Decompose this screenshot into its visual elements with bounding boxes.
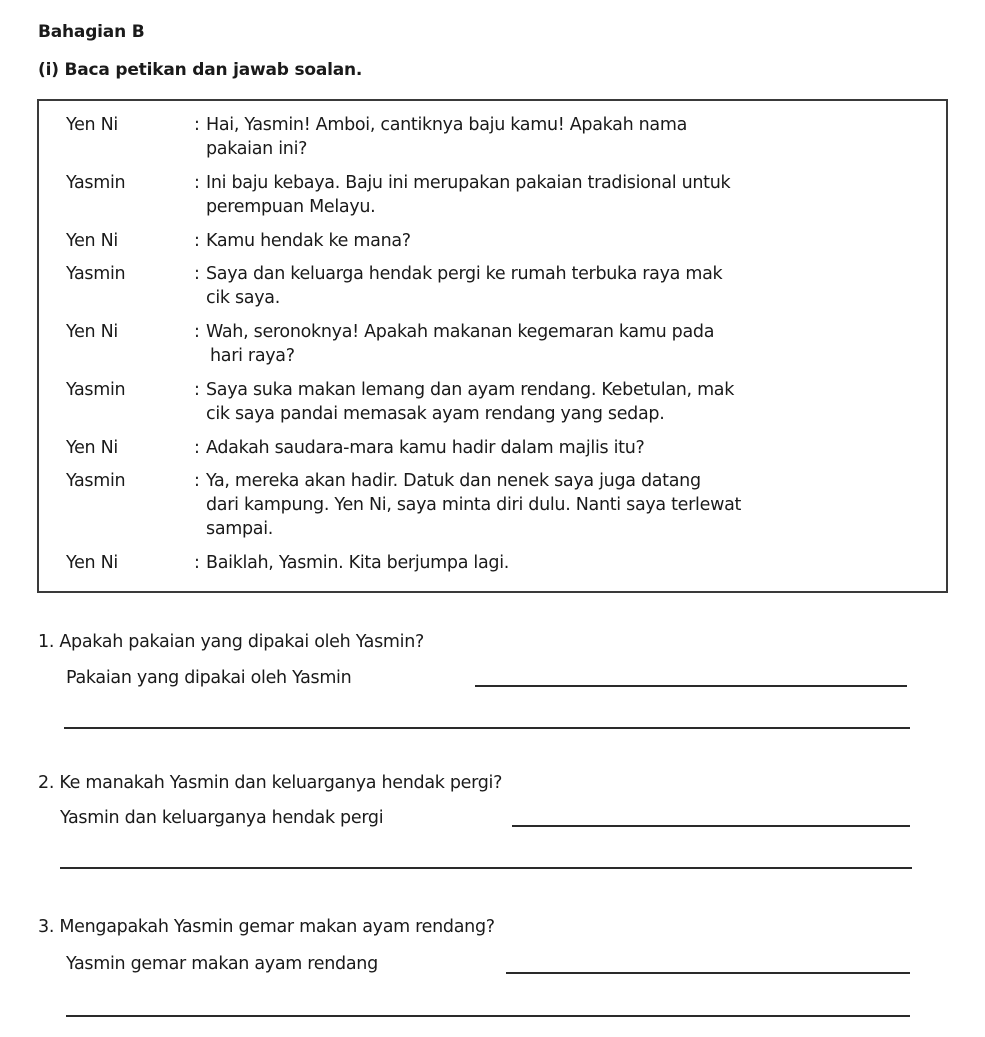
speech-line: hari raya? [210,346,295,366]
colon: : [194,322,200,342]
speech [206,469,936,541]
speech-line: sampai. [206,519,274,539]
answer-line-3b[interactable] [66,1015,910,1017]
speech-line: cik saya pandai memasak ayam rendang yang sedap. [206,404,665,424]
question-3: 3. Mengapakah Yasmin gemar makan ayam rendang? [38,917,495,937]
speech [206,229,936,253]
colon: : [194,438,200,458]
speech [206,262,936,310]
speech [206,113,936,161]
colon: : [194,264,200,284]
speech-line: Kamu hendak ke mana? [206,231,411,251]
speech [206,436,936,460]
colon: : [194,471,200,491]
speech-line: Adakah saudara-mara kamu hadir dalam majlis itu? [206,438,645,458]
answer-line-1b[interactable] [64,727,910,729]
question-1: 1. Apakah pakaian yang dipakai oleh Yasmin? [38,632,425,652]
speech-line: Saya suka makan lemang dan ayam rendang. Kebetulan, mak [206,380,735,400]
speaker: Yen Ni [66,553,118,573]
speech [206,551,936,575]
answer-stem-1: Pakaian yang dipakai oleh Yasmin [66,668,352,688]
speaker: Yasmin [66,173,126,193]
speech-line: Ya, mereka akan hadir. Datuk dan nenek saya juga datang [206,471,701,491]
dialogue-box [37,99,948,593]
speaker: Yasmin [66,380,126,400]
section-title: Bahagian B [38,22,145,42]
speech-line: cik saya. [206,288,280,308]
speech-line: Ini baju kebaya. Baju ini merupakan pakaian tradisional untuk [206,173,731,193]
answer-stem-3: Yasmin gemar makan ayam rendang [66,954,378,974]
colon: : [194,380,200,400]
speech [206,171,936,219]
speech-line: Baiklah, Yasmin. Kita berjumpa lagi. [206,553,510,573]
speech-line: Saya dan keluarga hendak pergi ke rumah terbuka raya mak [206,264,723,284]
answer-line-3a[interactable] [506,972,910,974]
colon: : [194,231,200,251]
answer-line-1a[interactable] [475,685,907,687]
colon: : [194,553,200,573]
speech-line: perempuan Melayu. [206,197,376,217]
speaker: Yasmin [66,264,126,284]
speaker: Yen Ni [66,322,118,342]
speaker: Yen Ni [66,438,118,458]
speech-line: Hai, Yasmin! Amboi, cantiknya baju kamu! Apakah nama [206,115,688,135]
speaker: Yasmin [66,471,126,491]
answer-line-2b[interactable] [60,867,912,869]
instruction: (i) Baca petikan dan jawab soalan. [38,60,363,80]
speech-line: dari kampung. Yen Ni, saya minta diri dulu. Nanti saya terlewat [206,495,742,515]
colon: : [194,115,200,135]
speaker: Yen Ni [66,115,118,135]
speech-line: Wah, seronoknya! Apakah makanan kegemaran kamu pada [206,322,715,342]
speaker: Yen Ni [66,231,118,251]
speech [206,378,936,426]
answer-stem-2: Yasmin dan keluarganya hendak pergi [60,808,384,828]
answer-line-2a[interactable] [512,825,910,827]
speech [206,320,936,368]
colon: : [194,173,200,193]
speech-line: pakaian ini? [206,139,308,159]
question-2: 2. Ke manakah Yasmin dan keluarganya hendak pergi? [38,773,503,793]
